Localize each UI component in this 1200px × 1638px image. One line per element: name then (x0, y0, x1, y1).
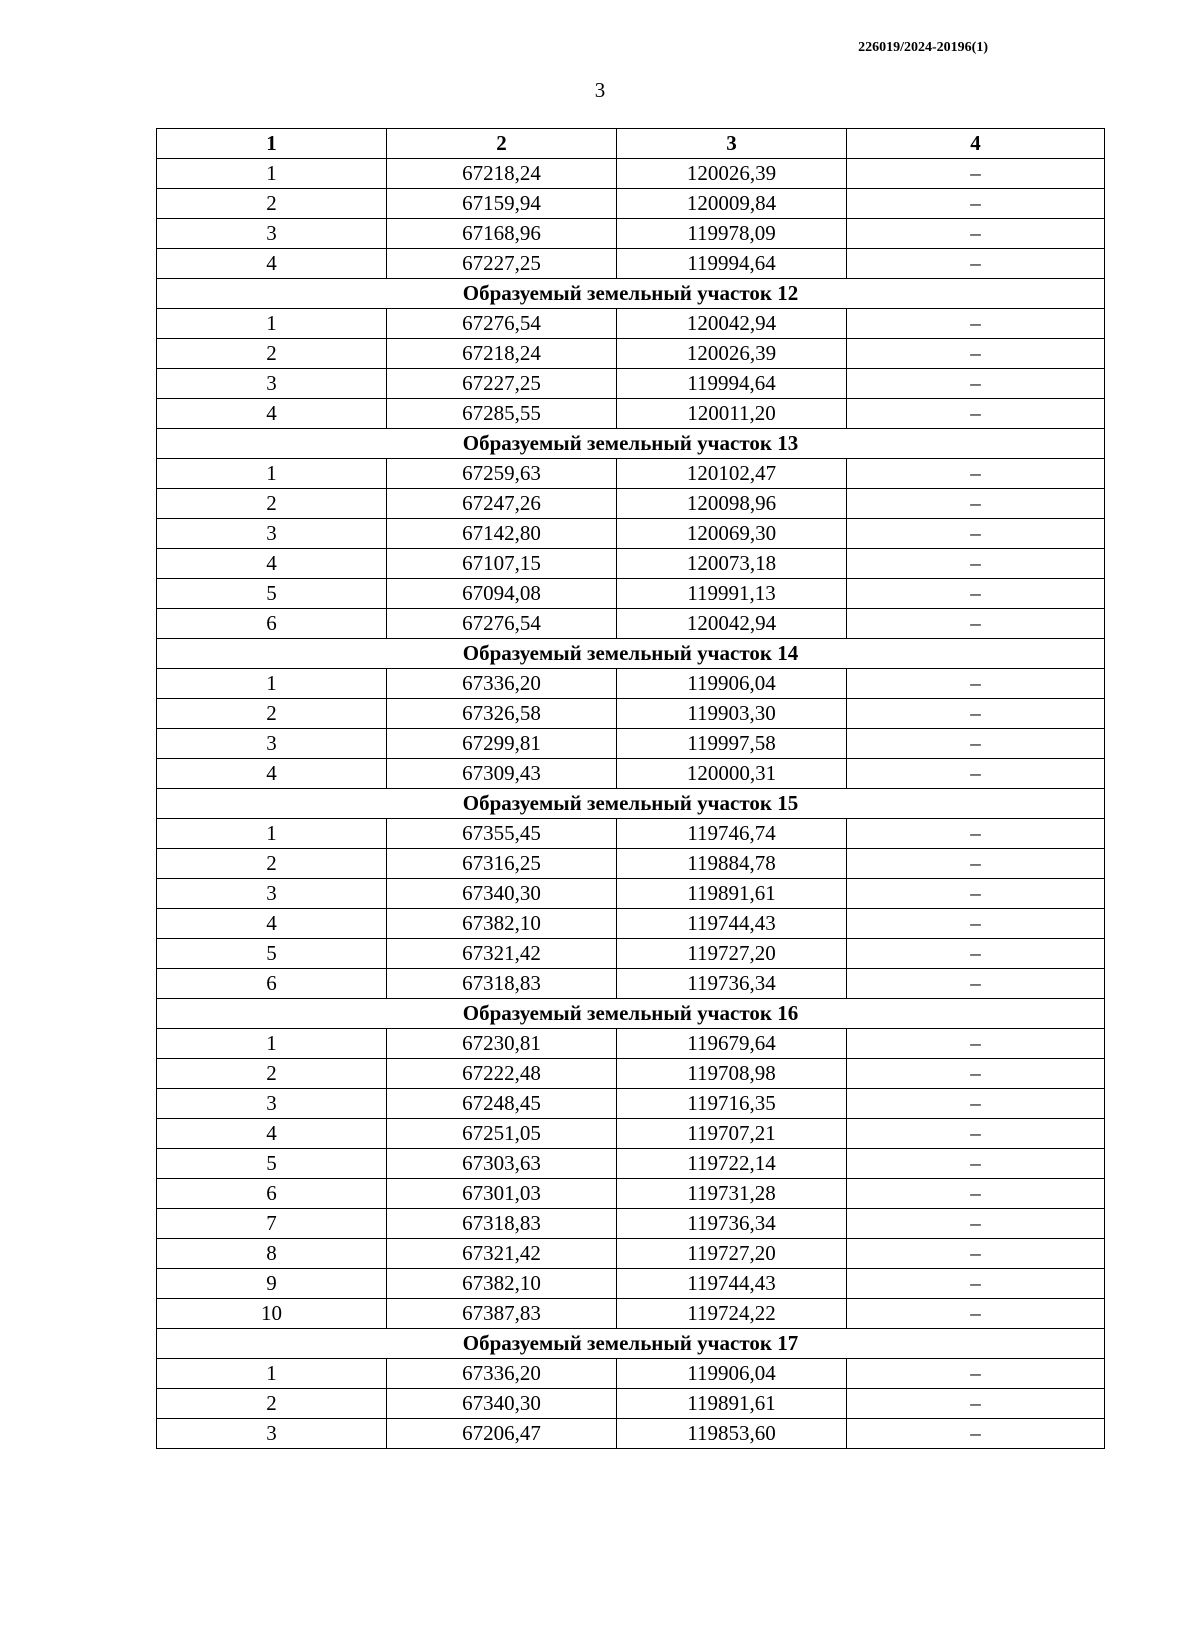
y-coordinate-cell: 119884,78 (617, 849, 847, 879)
dash-cell: – (847, 1119, 1105, 1149)
dash-cell: – (847, 1359, 1105, 1389)
dash-cell: – (847, 609, 1105, 639)
x-coordinate-cell: 67340,30 (387, 1389, 617, 1419)
dash-cell: – (847, 309, 1105, 339)
point-number-cell: 4 (157, 909, 387, 939)
y-coordinate-cell: 120011,20 (617, 399, 847, 429)
dash-cell: – (847, 849, 1105, 879)
y-coordinate-cell: 119853,60 (617, 1419, 847, 1449)
dash-cell: – (847, 1209, 1105, 1239)
section-title: Образуемый земельный участок 17 (157, 1329, 1105, 1359)
y-coordinate-cell: 119991,13 (617, 579, 847, 609)
table-row (157, 729, 1105, 759)
table-row (157, 1179, 1105, 1209)
table-row (157, 1119, 1105, 1149)
point-number-cell: 3 (157, 729, 387, 759)
dash-cell: – (847, 1179, 1105, 1209)
table-row (157, 339, 1105, 369)
x-coordinate-cell: 67285,55 (387, 399, 617, 429)
y-coordinate-cell: 119994,64 (617, 249, 847, 279)
dash-cell: – (847, 459, 1105, 489)
table-row (157, 549, 1105, 579)
dash-cell: – (847, 489, 1105, 519)
dash-cell: – (847, 579, 1105, 609)
y-coordinate-cell: 120098,96 (617, 489, 847, 519)
dash-cell: – (847, 1269, 1105, 1299)
column-header: 2 (387, 129, 617, 159)
table-row (157, 309, 1105, 339)
point-number-cell: 2 (157, 339, 387, 369)
y-coordinate-cell: 120042,94 (617, 309, 847, 339)
x-coordinate-cell: 67318,83 (387, 969, 617, 999)
point-number-cell: 5 (157, 1149, 387, 1179)
dash-cell: – (847, 189, 1105, 219)
point-number-cell: 2 (157, 1059, 387, 1089)
page-number: 3 (594, 78, 606, 102)
point-number-cell: 6 (157, 609, 387, 639)
x-coordinate-cell: 67227,25 (387, 249, 617, 279)
point-number-cell: 2 (157, 699, 387, 729)
point-number-cell: 5 (157, 939, 387, 969)
point-number-cell: 1 (157, 819, 387, 849)
x-coordinate-cell: 67382,10 (387, 1269, 617, 1299)
point-number-cell: 2 (157, 189, 387, 219)
x-coordinate-cell: 67168,96 (387, 219, 617, 249)
table-row (157, 1299, 1105, 1329)
x-coordinate-cell: 67309,43 (387, 759, 617, 789)
table-row (157, 219, 1105, 249)
column-header: 4 (847, 129, 1105, 159)
x-coordinate-cell: 67321,42 (387, 1239, 617, 1269)
point-number-cell: 2 (157, 1389, 387, 1419)
y-coordinate-cell: 119746,74 (617, 819, 847, 849)
point-number-cell: 4 (157, 249, 387, 279)
header-row (157, 129, 1105, 159)
dash-cell: – (847, 219, 1105, 249)
y-coordinate-cell: 119724,22 (617, 1299, 847, 1329)
section-row (157, 999, 1105, 1029)
x-coordinate-cell: 67230,81 (387, 1029, 617, 1059)
dash-cell: – (847, 819, 1105, 849)
point-number-cell: 1 (157, 309, 387, 339)
dash-cell: – (847, 669, 1105, 699)
x-coordinate-cell: 67382,10 (387, 909, 617, 939)
point-number-cell: 4 (157, 759, 387, 789)
point-number-cell: 3 (157, 1089, 387, 1119)
x-coordinate-cell: 67107,15 (387, 549, 617, 579)
table-row (157, 969, 1105, 999)
dash-cell: – (847, 969, 1105, 999)
point-number-cell: 3 (157, 219, 387, 249)
y-coordinate-cell: 120069,30 (617, 519, 847, 549)
dash-cell: – (847, 369, 1105, 399)
table-row (157, 909, 1105, 939)
y-coordinate-cell: 119727,20 (617, 939, 847, 969)
point-number-cell: 4 (157, 1119, 387, 1149)
x-coordinate-cell: 67094,08 (387, 579, 617, 609)
table-row (157, 489, 1105, 519)
dash-cell: – (847, 1149, 1105, 1179)
table-row (157, 1239, 1105, 1269)
point-number-cell: 3 (157, 369, 387, 399)
dash-cell: – (847, 1419, 1105, 1449)
section-title: Образуемый земельный участок 15 (157, 789, 1105, 819)
y-coordinate-cell: 120026,39 (617, 339, 847, 369)
table-header (157, 129, 1105, 159)
table-row (157, 1389, 1105, 1419)
point-number-cell: 1 (157, 159, 387, 189)
table-row (157, 369, 1105, 399)
x-coordinate-cell: 67321,42 (387, 939, 617, 969)
y-coordinate-cell: 119906,04 (617, 669, 847, 699)
table-body (157, 159, 1105, 1449)
y-coordinate-cell: 119997,58 (617, 729, 847, 759)
y-coordinate-cell: 120102,47 (617, 459, 847, 489)
table-row (157, 939, 1105, 969)
table-row (157, 1089, 1105, 1119)
table-row (157, 849, 1105, 879)
y-coordinate-cell: 120009,84 (617, 189, 847, 219)
section-title: Образуемый земельный участок 16 (157, 999, 1105, 1029)
x-coordinate-cell: 67259,63 (387, 459, 617, 489)
table-row (157, 1209, 1105, 1239)
x-coordinate-cell: 67218,24 (387, 339, 617, 369)
dash-cell: – (847, 939, 1105, 969)
dash-cell: – (847, 1029, 1105, 1059)
y-coordinate-cell: 119679,64 (617, 1029, 847, 1059)
y-coordinate-cell: 119731,28 (617, 1179, 847, 1209)
table-row (157, 879, 1105, 909)
dash-cell: – (847, 549, 1105, 579)
y-coordinate-cell: 119744,43 (617, 1269, 847, 1299)
table-row (157, 1149, 1105, 1179)
x-coordinate-cell: 67227,25 (387, 369, 617, 399)
table-row (157, 399, 1105, 429)
dash-cell: – (847, 759, 1105, 789)
section-title: Образуемый земельный участок 14 (157, 639, 1105, 669)
dash-cell: – (847, 729, 1105, 759)
point-number-cell: 8 (157, 1239, 387, 1269)
section-title: Образуемый земельный участок 12 (157, 279, 1105, 309)
x-coordinate-cell: 67336,20 (387, 669, 617, 699)
table-row (157, 189, 1105, 219)
dash-cell: – (847, 1089, 1105, 1119)
point-number-cell: 2 (157, 489, 387, 519)
y-coordinate-cell: 119903,30 (617, 699, 847, 729)
point-number-cell: 4 (157, 399, 387, 429)
y-coordinate-cell: 120042,94 (617, 609, 847, 639)
x-coordinate-cell: 67299,81 (387, 729, 617, 759)
table-row (157, 249, 1105, 279)
y-coordinate-cell: 119716,35 (617, 1089, 847, 1119)
point-number-cell: 10 (157, 1299, 387, 1329)
x-coordinate-cell: 67251,05 (387, 1119, 617, 1149)
y-coordinate-cell: 120073,18 (617, 549, 847, 579)
x-coordinate-cell: 67387,83 (387, 1299, 617, 1329)
y-coordinate-cell: 119891,61 (617, 1389, 847, 1419)
table-row (157, 1269, 1105, 1299)
x-coordinate-cell: 67248,45 (387, 1089, 617, 1119)
x-coordinate-cell: 67206,47 (387, 1419, 617, 1449)
y-coordinate-cell: 119727,20 (617, 1239, 847, 1269)
document-number: 226019/2024-20196(1) (858, 40, 988, 55)
x-coordinate-cell: 67159,94 (387, 189, 617, 219)
y-coordinate-cell: 119708,98 (617, 1059, 847, 1089)
x-coordinate-cell: 67355,45 (387, 819, 617, 849)
x-coordinate-cell: 67301,03 (387, 1179, 617, 1209)
dash-cell: – (847, 399, 1105, 429)
dash-cell: – (847, 909, 1105, 939)
section-row (157, 1329, 1105, 1359)
point-number-cell: 5 (157, 579, 387, 609)
point-number-cell: 1 (157, 1359, 387, 1389)
x-coordinate-cell: 67247,26 (387, 489, 617, 519)
x-coordinate-cell: 67318,83 (387, 1209, 617, 1239)
x-coordinate-cell: 67336,20 (387, 1359, 617, 1389)
point-number-cell: 7 (157, 1209, 387, 1239)
y-coordinate-cell: 120000,31 (617, 759, 847, 789)
y-coordinate-cell: 119736,34 (617, 1209, 847, 1239)
x-coordinate-cell: 67326,58 (387, 699, 617, 729)
dash-cell: – (847, 339, 1105, 369)
point-number-cell: 3 (157, 519, 387, 549)
table-row (157, 519, 1105, 549)
point-number-cell: 2 (157, 849, 387, 879)
coordinates-table (156, 128, 1105, 1449)
dash-cell: – (847, 249, 1105, 279)
table-row (157, 819, 1105, 849)
table-row (157, 579, 1105, 609)
column-header: 1 (157, 129, 387, 159)
point-number-cell: 6 (157, 969, 387, 999)
y-coordinate-cell: 119906,04 (617, 1359, 847, 1389)
point-number-cell: 1 (157, 669, 387, 699)
dash-cell: – (847, 1239, 1105, 1269)
table-row (157, 759, 1105, 789)
point-number-cell: 1 (157, 1029, 387, 1059)
section-row (157, 789, 1105, 819)
x-coordinate-cell: 67222,48 (387, 1059, 617, 1089)
point-number-cell: 9 (157, 1269, 387, 1299)
x-coordinate-cell: 67316,25 (387, 849, 617, 879)
y-coordinate-cell: 119736,34 (617, 969, 847, 999)
y-coordinate-cell: 119722,14 (617, 1149, 847, 1179)
table-row (157, 609, 1105, 639)
point-number-cell: 1 (157, 459, 387, 489)
x-coordinate-cell: 67340,30 (387, 879, 617, 909)
point-number-cell: 4 (157, 549, 387, 579)
x-coordinate-cell: 67303,63 (387, 1149, 617, 1179)
column-header: 3 (617, 129, 847, 159)
dash-cell: – (847, 1299, 1105, 1329)
dash-cell: – (847, 1059, 1105, 1089)
dash-cell: – (847, 519, 1105, 549)
y-coordinate-cell: 119978,09 (617, 219, 847, 249)
table-row (157, 159, 1105, 189)
y-coordinate-cell: 119994,64 (617, 369, 847, 399)
table-row (157, 1029, 1105, 1059)
point-number-cell: 3 (157, 1419, 387, 1449)
x-coordinate-cell: 67276,54 (387, 609, 617, 639)
x-coordinate-cell: 67276,54 (387, 309, 617, 339)
x-coordinate-cell: 67142,80 (387, 519, 617, 549)
table-row (157, 1419, 1105, 1449)
x-coordinate-cell: 67218,24 (387, 159, 617, 189)
table-row (157, 1359, 1105, 1389)
dash-cell: – (847, 879, 1105, 909)
y-coordinate-cell: 119744,43 (617, 909, 847, 939)
point-number-cell: 6 (157, 1179, 387, 1209)
y-coordinate-cell: 119891,61 (617, 879, 847, 909)
y-coordinate-cell: 119707,21 (617, 1119, 847, 1149)
table-row (157, 1059, 1105, 1089)
section-title: Образуемый земельный участок 13 (157, 429, 1105, 459)
table-row (157, 699, 1105, 729)
point-number-cell: 3 (157, 879, 387, 909)
dash-cell: – (847, 699, 1105, 729)
section-row (157, 639, 1105, 669)
section-row (157, 429, 1105, 459)
section-row (157, 279, 1105, 309)
dash-cell: – (847, 1389, 1105, 1419)
table-row (157, 459, 1105, 489)
dash-cell: – (847, 159, 1105, 189)
y-coordinate-cell: 120026,39 (617, 159, 847, 189)
table-row (157, 669, 1105, 699)
